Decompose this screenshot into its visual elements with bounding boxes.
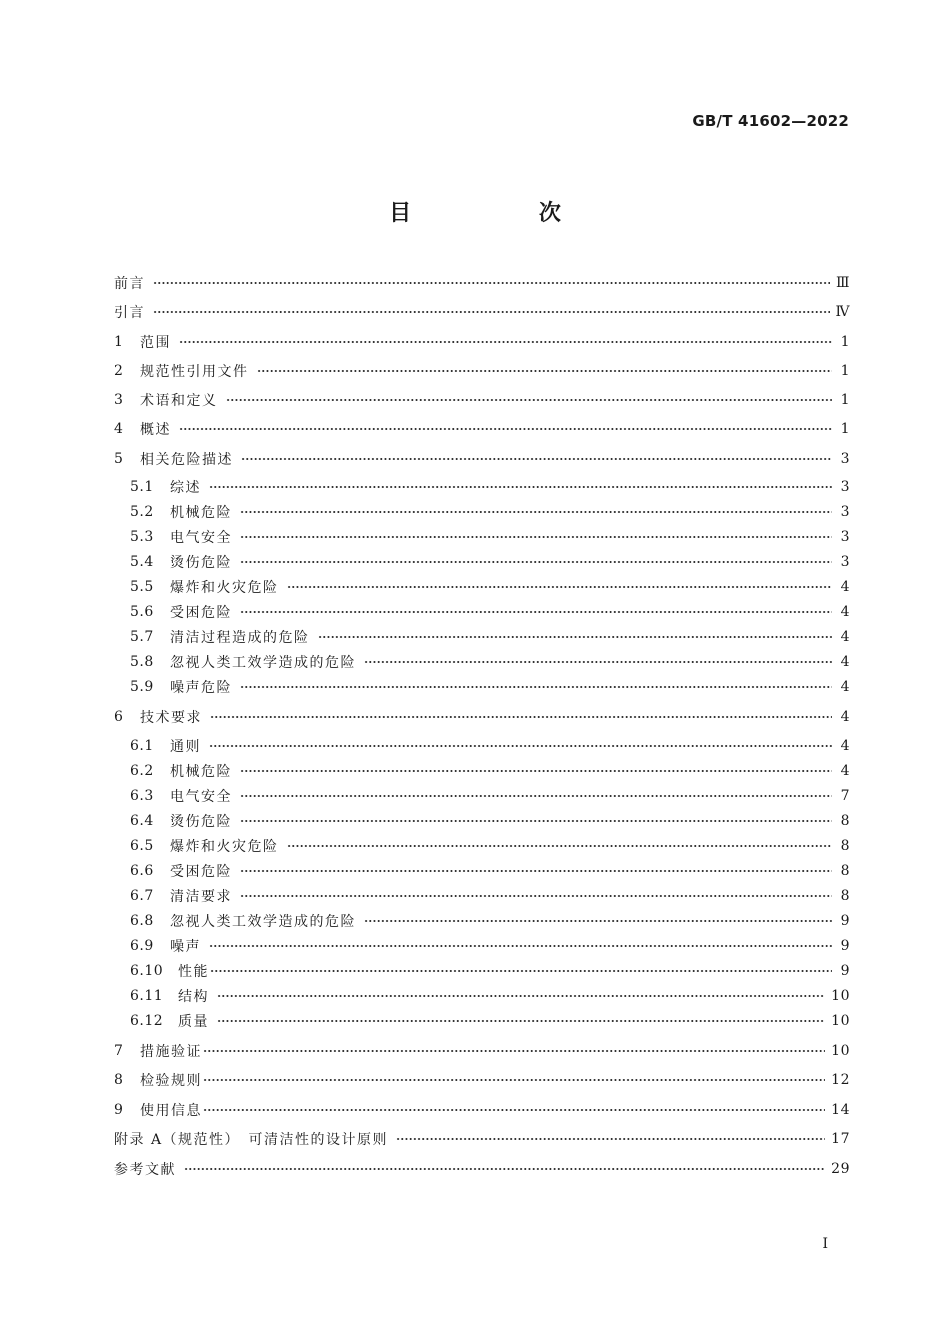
toc-entry-page: 1: [840, 334, 850, 350]
toc-entry-label: 机械危险: [170, 505, 232, 521]
toc-dot-leader: [179, 341, 832, 343]
toc-entry[interactable]: [114, 359, 850, 383]
toc-entry-number: 6.11: [130, 988, 164, 1004]
toc-dot-leader: [240, 611, 832, 613]
toc-entry-page: 1: [840, 392, 850, 408]
toc-dot-leader: [153, 311, 830, 313]
toc-entry-label: 综述: [170, 480, 201, 496]
toc-entry[interactable]: [130, 525, 850, 549]
toc-entry-page: 4: [840, 654, 850, 670]
toc-entry-label: 性能: [178, 964, 209, 980]
toc-entry[interactable]: [130, 475, 850, 499]
toc-entry-number: 7: [114, 1043, 124, 1059]
toc-entry-label: 受困危险: [170, 605, 232, 621]
toc-entry-label: 范围: [140, 335, 171, 351]
toc-entry-label: 电气安全: [170, 530, 232, 546]
toc-dot-leader: [318, 636, 833, 638]
toc-entry-number: 6.4: [130, 813, 154, 829]
toc-entry-page: 3: [840, 451, 850, 467]
toc-entry-label: 使用信息: [140, 1103, 202, 1119]
toc-entry-number: 1: [114, 334, 124, 350]
toc-entry-label: 烫伤危险: [170, 814, 232, 830]
toc-entry-page: 4: [840, 629, 850, 645]
toc-dot-leader: [240, 795, 832, 797]
toc-entry-label: 清洁过程造成的危险: [170, 630, 310, 646]
toc-entry-label: 检验规则: [140, 1073, 202, 1089]
toc-entry-label: 技术要求: [140, 710, 202, 726]
toc-entry-page: 4: [840, 679, 850, 695]
toc-entry-label: 前言: [114, 276, 145, 292]
toc-entry[interactable]: [114, 388, 850, 412]
toc-entry-number: 6.7: [130, 888, 154, 904]
toc-dot-leader: [217, 1020, 825, 1022]
toc-entry[interactable]: [130, 934, 850, 958]
toc-entry[interactable]: [130, 759, 850, 783]
toc-entry[interactable]: [114, 1157, 850, 1181]
toc-entry-page: 9: [840, 913, 850, 929]
toc-entry[interactable]: [114, 1098, 850, 1122]
toc-entry-page: 12: [831, 1072, 850, 1088]
toc-entry[interactable]: [114, 271, 850, 295]
toc-dot-leader: [240, 561, 832, 563]
toc-entry-number: 6.6: [130, 863, 154, 879]
toc-entry-number: 5.7: [130, 629, 154, 645]
toc-entry[interactable]: [130, 959, 850, 983]
toc-entry[interactable]: [114, 330, 850, 354]
toc-entry-number: 8: [114, 1072, 124, 1088]
toc-entry[interactable]: [114, 447, 850, 471]
toc-entry-label: 机械危险: [170, 764, 232, 780]
toc-entry[interactable]: [130, 809, 850, 833]
toc-entry-number: 6.10: [130, 963, 164, 979]
toc-entry-label: 通则: [170, 739, 201, 755]
toc-entry-page: 10: [831, 1043, 850, 1059]
toc-entry[interactable]: [130, 500, 850, 524]
toc-entry-number: 5.1: [130, 479, 154, 495]
page-number: I: [822, 1236, 828, 1252]
toc-entry-page: 4: [840, 604, 850, 620]
toc-entry-page: 10: [831, 988, 850, 1004]
toc-entry-label: 规范性引用文件: [140, 364, 249, 380]
toc-entry-page: 4: [840, 709, 850, 725]
toc-entry[interactable]: [114, 300, 850, 324]
toc-dot-leader: [240, 536, 832, 538]
toc-entry-label: 受困危险: [170, 864, 232, 880]
toc-entry[interactable]: [130, 550, 850, 574]
toc-dot-leader: [240, 870, 832, 872]
toc-entry[interactable]: [130, 1009, 850, 1033]
toc-dot-leader: [240, 686, 832, 688]
toc-entry[interactable]: [130, 575, 850, 599]
toc-dot-leader: [153, 282, 830, 284]
toc-entry-number: 5.6: [130, 604, 154, 620]
toc-entry[interactable]: [130, 675, 850, 699]
toc-entry[interactable]: [130, 859, 850, 883]
toc-entry[interactable]: [114, 1068, 850, 1092]
toc-dot-leader: [209, 745, 832, 747]
toc-entry-number: 3: [114, 392, 124, 408]
toc-entry-label: 忽视人类工效学造成的危险: [170, 655, 356, 671]
toc-entry-number: 6.8: [130, 913, 154, 929]
toc-entry-label: 措施验证: [140, 1044, 202, 1060]
toc-entry-number: 2: [114, 363, 124, 379]
toc-dot-leader: [364, 920, 832, 922]
toc-dot-leader: [240, 511, 832, 513]
toc-dot-leader: [240, 895, 832, 897]
toc-entry-number: 6.3: [130, 788, 154, 804]
toc-dot-leader: [287, 586, 833, 588]
toc-entry[interactable]: [130, 884, 850, 908]
toc-entry-label: 电气安全: [170, 789, 232, 805]
toc-entry-page: 4: [840, 763, 850, 779]
toc-entry-page: 3: [840, 504, 850, 520]
toc-entry[interactable]: [130, 625, 850, 649]
toc-entry-number: 6: [114, 709, 124, 725]
toc-entry-page: 8: [840, 863, 850, 879]
toc-dot-leader: [179, 428, 832, 430]
toc-dot-leader: [203, 1050, 825, 1052]
toc-entry-page: 17: [831, 1131, 850, 1147]
toc-entry-page: 9: [840, 963, 850, 979]
toc-dot-leader: [210, 970, 832, 972]
toc-entry-page: 7: [840, 788, 850, 804]
toc-entry[interactable]: [130, 784, 850, 808]
standard-code: GB/T 41602—2022: [692, 112, 849, 130]
toc-entry-number: 5.3: [130, 529, 154, 545]
toc-entry-page: 8: [840, 813, 850, 829]
toc-dot-leader: [240, 770, 832, 772]
toc-entry-page: 10: [831, 1013, 850, 1029]
toc-entry-page: 3: [840, 529, 850, 545]
toc-entry-number: 9: [114, 1102, 124, 1118]
toc-entry-page: 1: [840, 421, 850, 437]
toc-entry-page: 8: [840, 838, 850, 854]
toc-entry-page: 14: [831, 1102, 850, 1118]
toc-entry[interactable]: [130, 909, 850, 933]
toc-entry-label: 忽视人类工效学造成的危险: [170, 914, 356, 930]
toc-dot-leader: [396, 1138, 825, 1140]
toc-entry-label: 引言: [114, 305, 145, 321]
toc-entry-number: 5.4: [130, 554, 154, 570]
toc-dot-leader: [241, 458, 832, 460]
toc-entry-page: Ⅲ: [835, 275, 850, 291]
toc-entry[interactable]: [114, 705, 850, 729]
toc-entry-label: 噪声: [170, 939, 201, 955]
toc-entry-page: 3: [840, 554, 850, 570]
toc-entry-label: 概述: [140, 422, 171, 438]
toc-entry-number: 5.8: [130, 654, 154, 670]
toc-entry-page: 4: [840, 738, 850, 754]
toc-entry[interactable]: [130, 984, 850, 1008]
toc-entry-label: 相关危险描述: [140, 452, 233, 468]
toc-entry-label: 噪声危险: [170, 680, 232, 696]
toc-entry-number: 5.5: [130, 579, 154, 595]
toc-entry-label: 术语和定义: [140, 393, 218, 409]
toc-entry[interactable]: [114, 417, 850, 441]
toc-dot-leader: [184, 1168, 825, 1170]
toc-dot-leader: [203, 1109, 825, 1111]
page-title: 目 次: [389, 201, 621, 226]
toc-entry-label: 烫伤危险: [170, 555, 232, 571]
toc-entry[interactable]: [130, 834, 850, 858]
toc-entry-label: 爆炸和火灾危险: [170, 580, 279, 596]
toc-entry[interactable]: [114, 1127, 850, 1151]
toc-dot-leader: [287, 845, 833, 847]
toc-entry-label: 结构: [178, 989, 209, 1005]
toc-entry-label: 清洁要求: [170, 889, 232, 905]
toc-entry-number: 5.2: [130, 504, 154, 520]
toc-entry-page: 1: [840, 363, 850, 379]
toc-entry-label: 质量: [178, 1014, 209, 1030]
toc-dot-leader: [209, 486, 832, 488]
toc-entry-page: Ⅳ: [835, 304, 850, 320]
toc-entry-page: 9: [840, 938, 850, 954]
toc-entry-number: 5.9: [130, 679, 154, 695]
toc-entry-number: 6.5: [130, 838, 154, 854]
toc-dot-leader: [209, 945, 832, 947]
toc-dot-leader: [226, 399, 833, 401]
toc-dot-leader: [217, 995, 825, 997]
toc-entry-page: 4: [840, 579, 850, 595]
toc-entry-page: 3: [840, 479, 850, 495]
toc-entry-number: 5: [114, 451, 124, 467]
toc-entry-number: 4: [114, 421, 124, 437]
toc-entry[interactable]: [130, 734, 850, 758]
toc-dot-leader: [364, 661, 832, 663]
toc-entry-number: 6.1: [130, 738, 154, 754]
toc-entry-number: 6.12: [130, 1013, 164, 1029]
toc-entry-page: 29: [831, 1161, 850, 1177]
toc-dot-leader: [210, 716, 832, 718]
toc-dot-leader: [240, 820, 832, 822]
toc-entry-number: 6.9: [130, 938, 154, 954]
toc-dot-leader: [257, 370, 833, 372]
toc-entry[interactable]: [130, 600, 850, 624]
toc-entry[interactable]: [114, 1039, 850, 1063]
toc-entry-label: 爆炸和火灾危险: [170, 839, 279, 855]
toc-entry-page: 8: [840, 888, 850, 904]
toc-entry-label: 附录 A（规范性） 可清洁性的设计原则: [114, 1132, 389, 1148]
toc-dot-leader: [203, 1079, 825, 1081]
toc-entry-number: 6.2: [130, 763, 154, 779]
toc-entry-label: 参考文献: [114, 1162, 176, 1178]
toc-entry[interactable]: [130, 650, 850, 674]
